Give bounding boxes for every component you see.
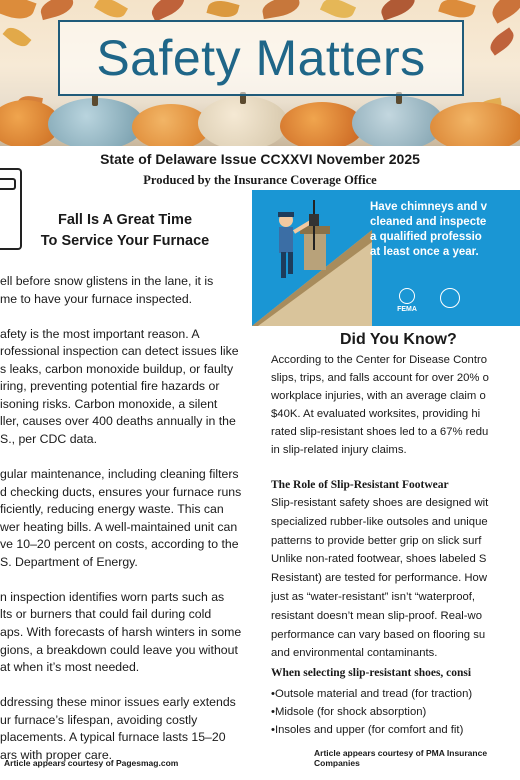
text-line: Resistant) are tested for performance. How: [271, 572, 487, 585]
heading-line: Fall Is A Great Time: [57, 212, 193, 228]
selection-bullet-list: [271, 685, 520, 739]
text-line: aps. With forecasts of harsh winters in some: [0, 625, 242, 639]
pumpkin-decoration: [430, 102, 520, 146]
text-line: just as “water-resistant” isn’t “waterproof,: [271, 591, 476, 603]
text-line: S. Department of Energy.: [0, 554, 138, 569]
right-article-credit: Article appears courtesy of PMA Insurance Companies: [314, 748, 488, 768]
chimney-worker-illustration: [252, 190, 372, 326]
text-line: ell before snow glistens in the lane, it is: [0, 274, 214, 288]
text-line: rofessional inspection can detect issues like: [0, 344, 239, 359]
leaf-decoration: [206, 0, 239, 21]
fema-logo-text: FEMA: [397, 306, 417, 313]
text-line: performance can vary based on flooring su: [271, 628, 486, 641]
text-line: and environmental contaminants.: [271, 647, 438, 660]
text-line: me to have your furnace inspected.: [0, 291, 193, 306]
text-line: ller, causes over 400 deaths annually in the: [0, 414, 236, 429]
title-box: [58, 20, 464, 96]
list-item: •Insoles and upper (for comfort and fit): [271, 724, 464, 736]
text-line: ars with proper care.: [0, 747, 113, 762]
text-line: Unlike non-rated footwear, shoes labeled S: [271, 553, 487, 566]
leaf-decoration: [148, 0, 188, 22]
text-line: ddressing these minor issues early extends: [0, 695, 236, 710]
fema-line: at least once a year.: [370, 246, 479, 258]
text-line: placements. A typical furnace lasts 15–20: [0, 730, 226, 745]
text-line: workplace injuries, with an average claim o: [271, 390, 486, 402]
fema-line: Have chimneys and v: [370, 201, 487, 213]
fema-line: cleaned and inspecte: [370, 216, 487, 228]
producer-line: Produced by the Insurance Coverage Office: [143, 173, 377, 187]
text-line: ur furnace’s lifespan, avoiding costly: [0, 712, 198, 727]
text-line: patterns to provide better grip on slick surf: [271, 534, 482, 547]
fema-message: [370, 200, 520, 260]
text-line: lts or burners that could fail during cold: [0, 607, 212, 622]
fema-chimney-graphic: [252, 190, 520, 326]
text-line: Slip-resistant safety shoes are designed wit: [271, 497, 489, 509]
did-you-know-heading: Did You Know?: [340, 331, 457, 348]
text-line: ficiently, reducing energy waste. This can: [0, 502, 224, 517]
text-line: iring, preventing potential fire hazards or: [0, 379, 220, 394]
leaf-decoration: [438, 0, 476, 22]
text-line: afety is the most important reason. A: [0, 326, 200, 341]
clipboard-icon: [0, 168, 22, 250]
text-line: isoning risks. Carbon monoxide, a silent: [0, 396, 218, 411]
text-line: ve 10–20 percent on costs, according to the: [0, 537, 239, 552]
leaf-decoration: [0, 0, 37, 24]
fema-seal-icon: [399, 288, 415, 304]
newsletter-title: Safety Matters: [96, 30, 426, 86]
fema-line: a qualified professio: [370, 231, 482, 243]
text-line: rated slip-resistant shoes led to a 67% redu: [271, 426, 489, 438]
text-line: d checking ducts, ensures your furnace runs: [0, 484, 242, 499]
text-line: $40K. At evaluated worksites, providing hi: [271, 408, 481, 420]
text-line: wer heating bills. A well-maintained unit can: [0, 519, 238, 534]
fema-logo: [392, 288, 422, 313]
leaf-decoration: [3, 23, 32, 50]
leaf-decoration: [38, 0, 76, 20]
left-article-heading: [20, 210, 230, 252]
list-item: •Outsole material and tread (for traction): [271, 688, 473, 700]
leaf-decoration: [486, 27, 518, 55]
leaf-decoration: [261, 0, 302, 19]
leaf-decoration: [487, 0, 520, 24]
leaf-decoration: [378, 0, 418, 21]
text-line: gular maintenance, including cleaning filters: [0, 467, 239, 482]
heading-line: To Service Your Furnace: [40, 233, 210, 249]
text-line: specialized rubber-like outsoles and unique: [271, 515, 488, 528]
text-line: n inspection identifies worn parts such as: [0, 589, 225, 604]
selection-list-heading: When selecting slip-resistant shoes, consi: [271, 667, 472, 679]
text-line: gions, a breakdown could leave you without: [0, 642, 238, 657]
text-line: S., per CDC data.: [0, 431, 98, 446]
text-line: in slip-related injury claims.: [271, 444, 407, 456]
slip-resistant-heading: The Role of Slip-Resistant Footwear: [271, 479, 449, 491]
issue-line: State of Delaware Issue CCXXVI November 2025: [100, 151, 420, 167]
header-banner: [0, 0, 520, 146]
text-line: at when it’s most needed.: [0, 660, 140, 675]
text-line: slips, trips, and falls account for over 20% o: [271, 372, 489, 384]
text-line: resistant doesn’t mean slip-proof. Real-wo: [271, 609, 482, 622]
list-item: •Midsole (for shock absorption): [271, 706, 427, 718]
left-article-credit: Article appears courtesy of Pagesmag.com: [4, 758, 179, 768]
text-line: According to the Center for Disease Contro: [271, 354, 488, 366]
homeland-security-seal-icon: [440, 288, 460, 308]
text-line: s leaks, carbon monoxide buildup, or faulty: [0, 361, 234, 376]
